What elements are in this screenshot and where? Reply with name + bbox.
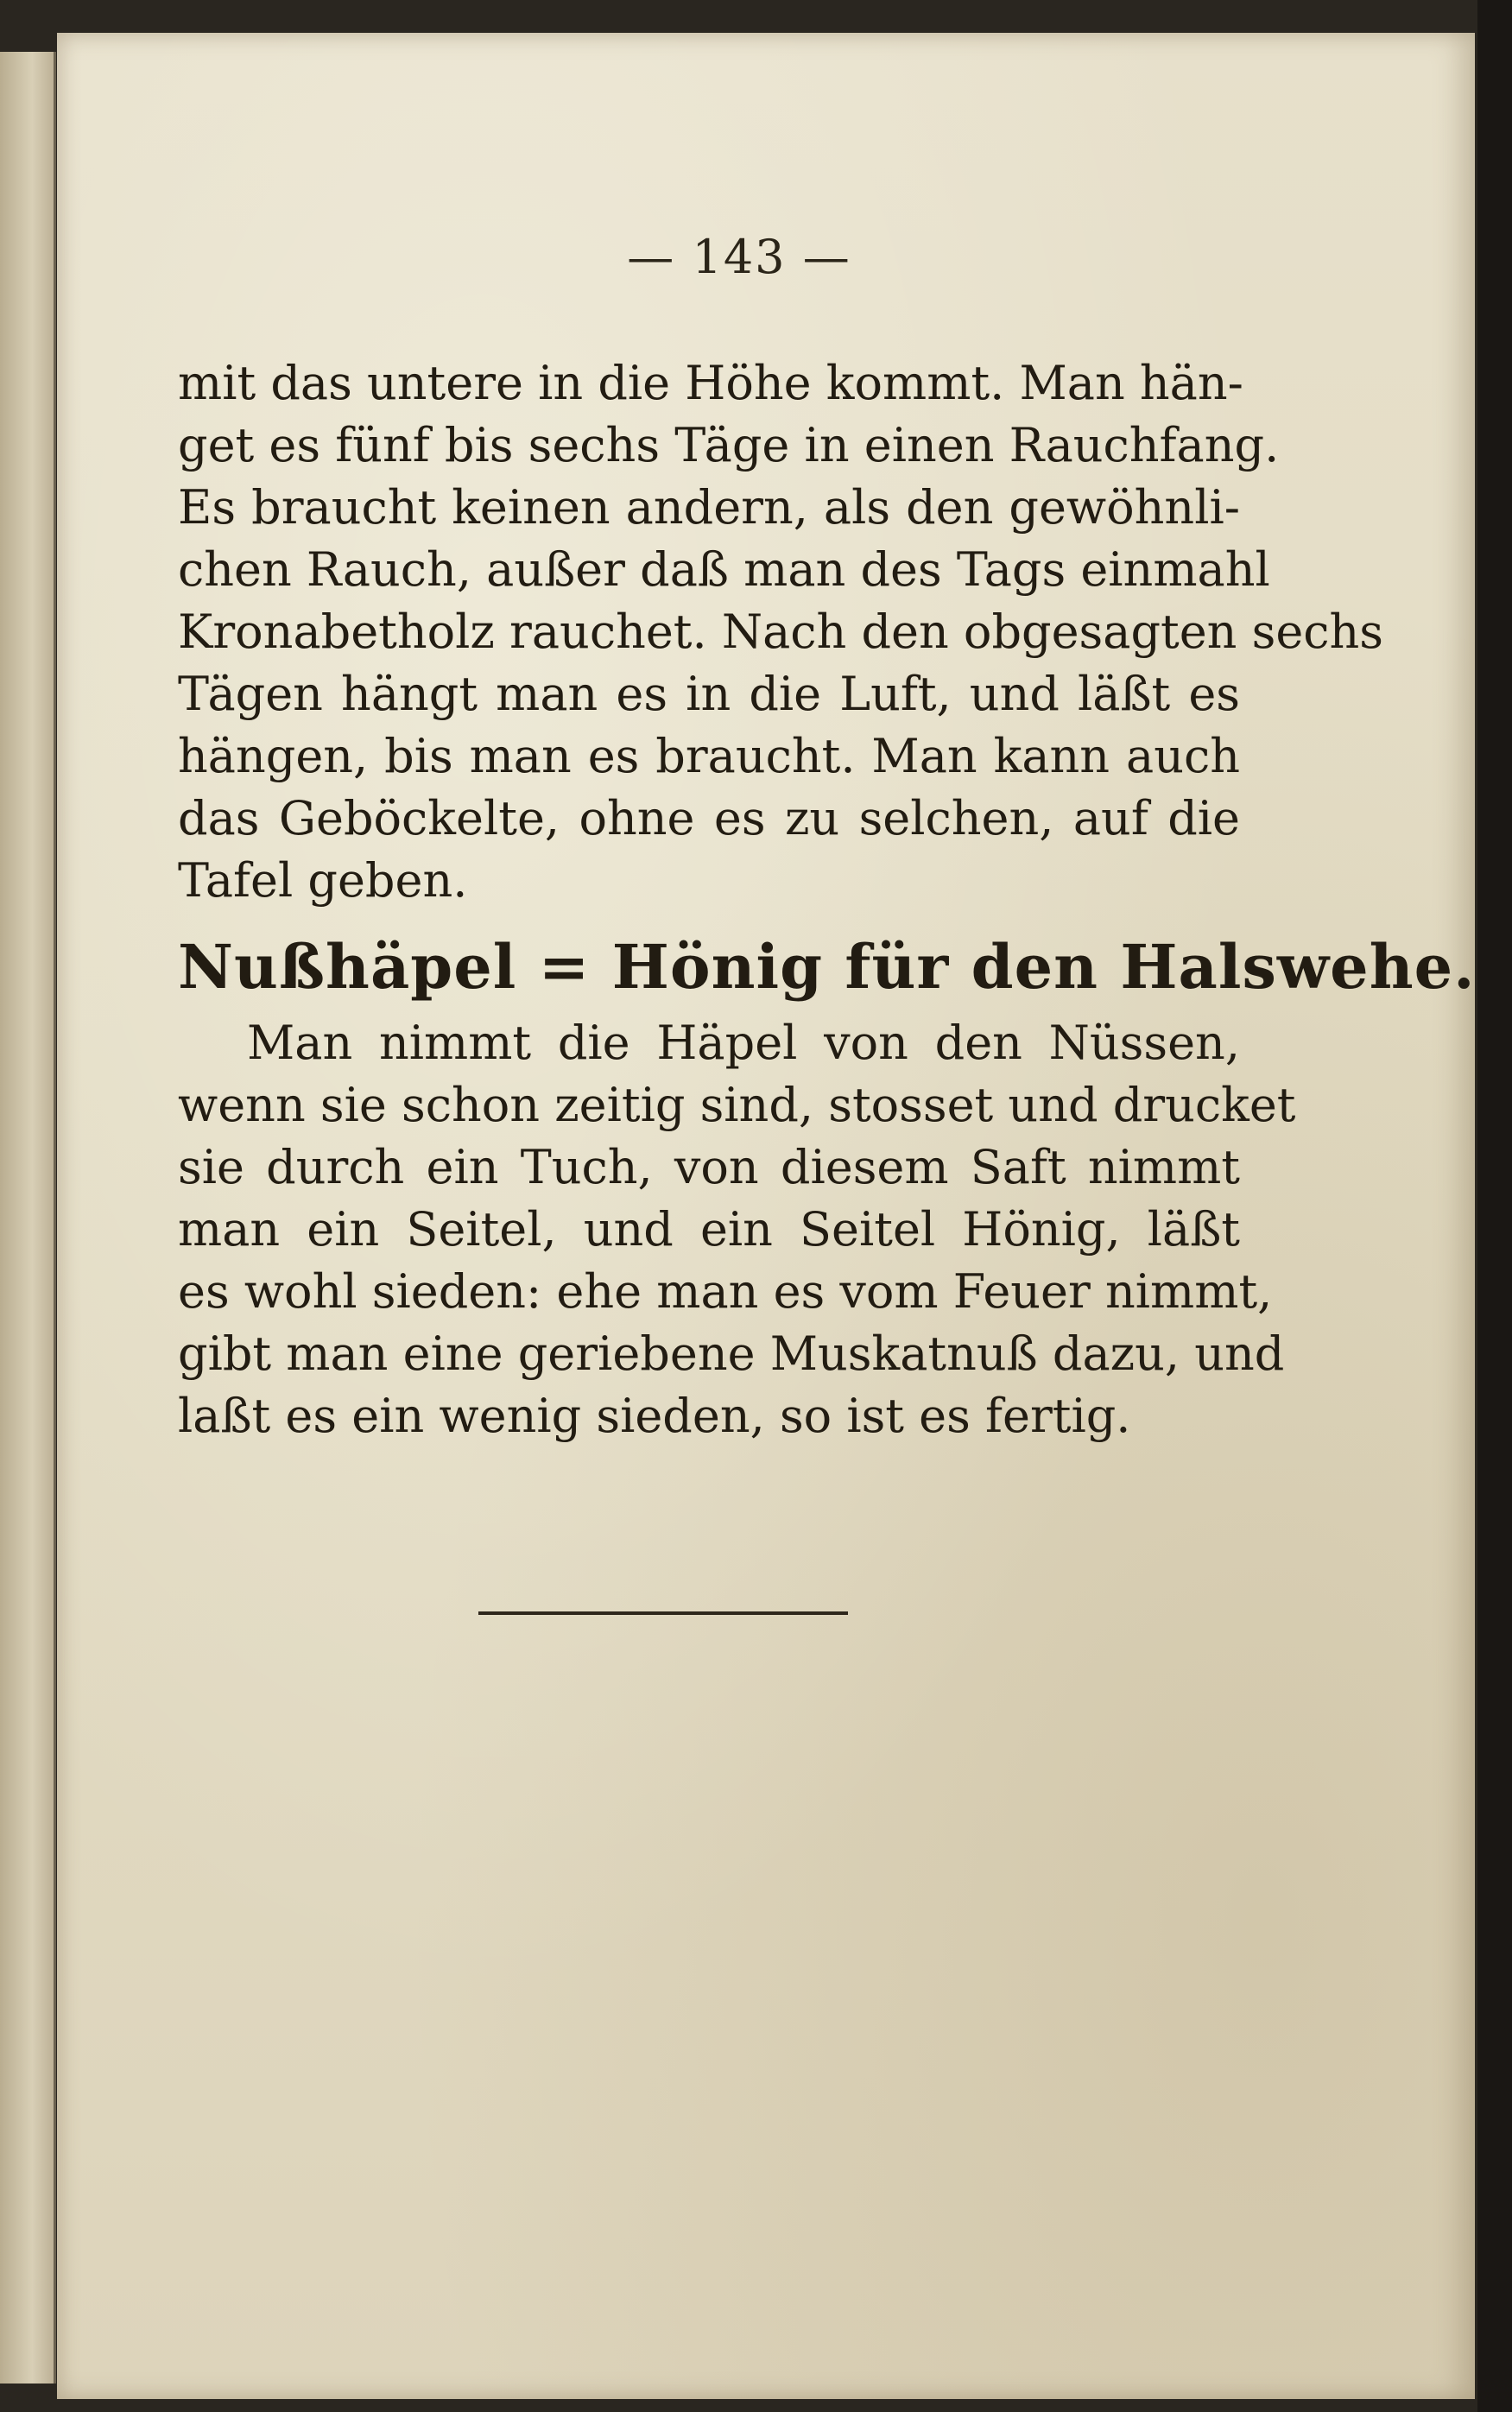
binding-shadow — [1477, 0, 1512, 2412]
text-line: laßt es ein wenig sieden, so ist es fertig. — [178, 1389, 1131, 1443]
text-line: es wohl sieden: ehe man es vom Feuer nimmt, — [178, 1264, 1273, 1319]
recipe-heading: Nußhäpel = Hönig für den Halswehe. — [178, 931, 1476, 1003]
text-line: sie durch ein Tuch, von diesem Saft nimmt — [178, 1140, 1240, 1194]
text-line: chen Rauch, außer daß man des Tags einmahl — [178, 542, 1270, 597]
text-line: das Geböckelte, ohne es zu selchen, auf die — [178, 791, 1240, 845]
text-line: mit das untere in die Höhe kommt. Man hän- — [178, 356, 1243, 410]
text-line: gibt man eine geriebene Muskatnuß dazu, und — [178, 1326, 1285, 1381]
paragraph-recipe — [178, 1012, 1296, 1447]
text-line: Man nimmt die Häpel von den Nüssen, — [247, 1016, 1240, 1070]
text-line: Tägen hängt man es in die Luft, und läßt es — [178, 667, 1240, 721]
text-line: get es fünf bis sechs Täge in einen Rauchfang. — [178, 418, 1280, 472]
text-line: hängen, bis man es braucht. Man kann auch — [178, 729, 1240, 783]
text-line: man ein Seitel, und ein Seitel Hönig, läßt — [178, 1202, 1240, 1257]
paragraph-smoking-instructions — [178, 352, 1384, 912]
text-line: Es braucht keinen andern, als den gewöhnli- — [178, 480, 1240, 535]
text-line: wenn sie schon zeitig sind, stosset und drucket — [178, 1078, 1296, 1132]
text-line: Tafel geben. — [178, 853, 468, 908]
page-number: — 143 — — [627, 230, 851, 284]
previous-page-edge — [0, 52, 56, 2384]
book-page — [57, 33, 1475, 2399]
page-text — [178, 352, 1476, 1447]
section-divider-rule — [478, 1611, 848, 1615]
text-line: Kronabetholz rauchet. Nach den obgesagten sechs — [178, 605, 1384, 659]
